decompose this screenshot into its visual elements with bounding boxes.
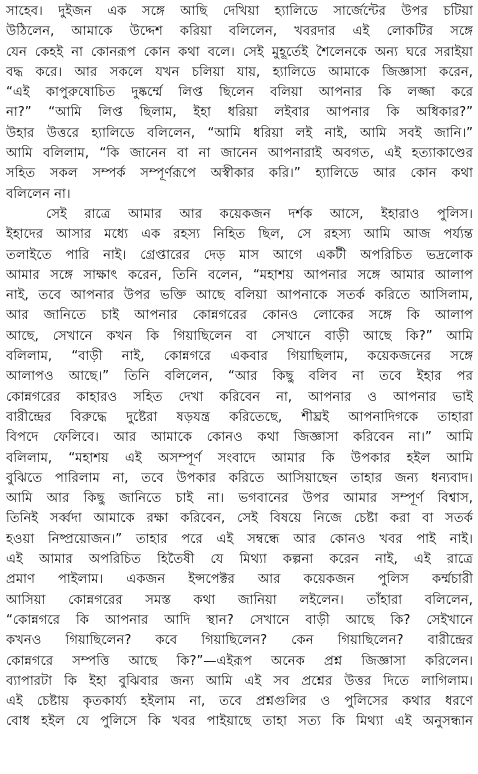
text-line: প্রমাণ পাইলাম। একজন ইন্সপেক্টর আর কয়েকজন পুলিস কর্ম্মচারী [6,572,473,588]
text-line: আসিয়া কোন্নগরের সমস্ত কথা জানিয়া লইলেন। তাঁহারা বলিলেন, [6,592,473,608]
text-line: উঠিলেন, আমাকে উদ্দেশ করিয়া বলিলেন, খবরদার এই লোকটির সঙ্গে [6,24,473,40]
text-line: সেই রাত্রে আমার আর কয়েকজন দর্শক আসে, ইহারাও পুলিস। [46,206,473,222]
text-line: বলিলেন না। [6,186,71,202]
text-line: আলাপও আছে।” তিনি বলিলেন, “আর কিছু বলিব না তবে ইহার পর [6,369,473,385]
text-line: বদ্ধ করে। আর সকলে যখন চলিয়া যায়, হ্যালিডে আমাকে জিজ্ঞাসা করেন, [6,64,473,80]
text-line: কোন্নগরে সম্পত্তি আছে কি?”—এইরূপ অনেক প্রশ্ন জিজ্ঞাসা করিলেন। [6,653,473,669]
text-line: “কোন্নগরে কি আপনার আদি স্থান? সেখানে বাড়ী আছে কি? সেইখানে [6,612,473,628]
text-line: না?” “আমি লিপ্ত ছিলাম, ইহা ধরিয়া লইবার আপনার কি অধিকার?” [6,105,473,121]
text-line: আর জানিতে চাই আপনার কোন্নগরের কোনও লোকের সঙ্গে কি আলাপ [6,308,473,324]
text-line: হওয়া নিষ্প্রয়োজন।” তাহার পরে এই সম্বন্ধে আর কোনও খবর পাই নাই। [6,531,473,547]
text-line: ইহাদের আসার মধ্যে এক রহস্য নিহিত ছিল, সে রহস্য আমি আজ পর্য্যন্ত [6,227,473,243]
text-line: ব্যাপারটা কি ইহা বুঝিবার জন্য আমি এই সব প্রশ্নের উত্তর দিতে লাগিলাম। [6,673,473,689]
text-line: এই আমার অপরিচিত হিতৈষী যে মিথ্যা কল্পনা করেন নাই, এই রাত্রে [6,552,473,568]
text-line: বিপদে ফেলিবে। আর আমাকে কোনও কথা জিজ্ঞাসা করিবেন না।” আমি [6,430,473,446]
text-line: তলাইতে পারি নাই। গ্রেপ্তারের দেড় মাস আগে একটী অপরিচিত ভদ্রলোক [6,247,473,263]
text-line: বারীন্দ্রের বিরুদ্ধে দুষ্টেরা ষড়যন্ত্র করিতেছে, শীঘ্রই আপনাদিগকে তাহারা [6,409,473,425]
text-line: “এই কাপুরুষোচিত দুষ্কর্ম্মে লিপ্ত ছিলেন বলিয়া আপনার কি লজ্জা করে [6,85,473,101]
text-line: কখনও গিয়াছিলেন? কবে গিয়াছিলেন? কেন গিয়াছিলেন? বারীন্দ্রের [6,633,473,649]
text-line: আমি বলিলাম, “কি জানেন বা না জানেন আপনারাই অবগত, এই হত্যাকাণ্ডের [6,146,473,162]
text-line: বুঝিতে পারিলাম না, তবে উপকার করিতে আসিয়াছেন তাহার জন্য ধন্যবাদ। [6,470,473,486]
text-line: এই চেষ্টায় কৃতকার্য্য হইলাম না, তবে প্রশ্নগুলির ও পুলিসের কথার ধরণে [6,694,473,710]
text-line: আছে, সেখানে কখন কি গিয়াছিলেন বা সেখানে বাড়ী আছে কি?” আমি [6,328,473,344]
text-line: সহিত সকল সম্পর্ক সম্পূর্ণরূপে অস্বীকার করি।” হ্যালিডে আর কোন কথা [6,166,473,182]
text-line: যেন কেহই না কোনরূপ কোন কথা বলে। সেই মুহূর্তেই শৈলেনকে অন্য ঘরে সরাইয়া [6,44,473,60]
text-line: তিনিই সর্ব্বদা আমাকে রক্ষা করিবেন, সেই বিষয়ে নিজে চেষ্টা করা বা সতর্ক [6,511,473,527]
text-line: আমি আর কিছু জানিতে চাই না। ভগবানের উপর আমার সম্পূর্ণ বিশ্বাস, [6,491,473,507]
text-line: আমার সঙ্গে সাক্ষাৎ করেন, তিনি বলেন, “মহাশয় আপনার সঙ্গে আমার আলাপ [6,267,473,283]
text-line: বলিলাম, “মহাশয় এই অসম্পূর্ণ সংবাদে আমার কি উপকার হইল আমি [6,450,473,466]
text-line: বোধ হইল যে পুলিসে কি খবর পাইয়াছে তাহা সত্য কি মিথ্যা এই অনুসন্ধান [6,714,473,730]
text-line: বলিলাম, “বাড়ী নাই, কোন্নগরে একবার গিয়াছিলাম, কয়েকজনের সঙ্গে [6,349,473,365]
text-line: কোন্নগরের কাহারও সহিত দেখা করিবেন না, আপনার ও আপনার ভাই [6,389,473,405]
text-line: নাই, তবে আপনার উপর ভক্তি আছে বলিয়া আপনাকে সতর্ক করিতে আসিলাম, [6,288,473,304]
text-line: উহার উত্তরে হ্যালিডে বলিলেন, “আমি ধরিয়া লই নাই, আমি সবই জানি।” [6,125,473,141]
text-line: সাহেব। দুইজন এক সঙ্গে আছি দেখিয়া হ্যালিডে সার্জেন্টের উপর চটিয়া [6,4,473,19]
